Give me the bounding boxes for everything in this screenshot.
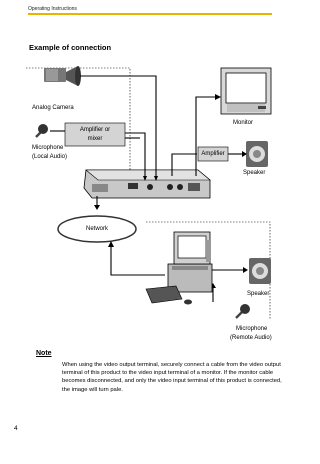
microphone-remote-label-line2: (Remote Audio) (230, 335, 272, 341)
section-title: Example of connection (29, 43, 112, 52)
analog-camera-label: Analog Camera (32, 105, 74, 111)
microphone-remote-label-line1: Microphone (236, 326, 268, 332)
network-camera-unit-icon (84, 170, 210, 198)
monitor-label: Monitor (233, 120, 254, 126)
amplifier-or-mixer-label-line1: Amplifier or (79, 127, 111, 133)
page-number: 4 (14, 425, 18, 432)
monitor-icon (221, 68, 271, 114)
speaker-top-label: Speaker (243, 170, 266, 176)
analog-camera-icon (44, 66, 81, 86)
note-heading: Note (36, 350, 52, 357)
amplifier-label: Amplifier (201, 151, 225, 157)
pc-icon (146, 232, 212, 305)
microphone-remote-icon (236, 304, 250, 318)
speaker-bottom-icon (249, 258, 271, 284)
speaker-bottom-label: Speaker (247, 291, 270, 297)
speaker-top-icon (246, 141, 268, 167)
note-body: When using the video output terminal, securely connect a cable from the video output terminal of this product to the video input terminal of a monitor. If the monitor cable becomes disconnected, and only the video input terminal of this product is connected, the image will turn pale. (62, 362, 282, 393)
amplifier-or-mixer-label-line2: mixer (87, 136, 103, 142)
microphone-local-icon (36, 124, 48, 137)
running-header: Operating Instructions (28, 6, 77, 12)
microphone-local-label-line2: (Local Audio) (32, 154, 68, 160)
microphone-local-label-line1: Microphone (32, 145, 64, 151)
network-label: Network (85, 226, 108, 232)
